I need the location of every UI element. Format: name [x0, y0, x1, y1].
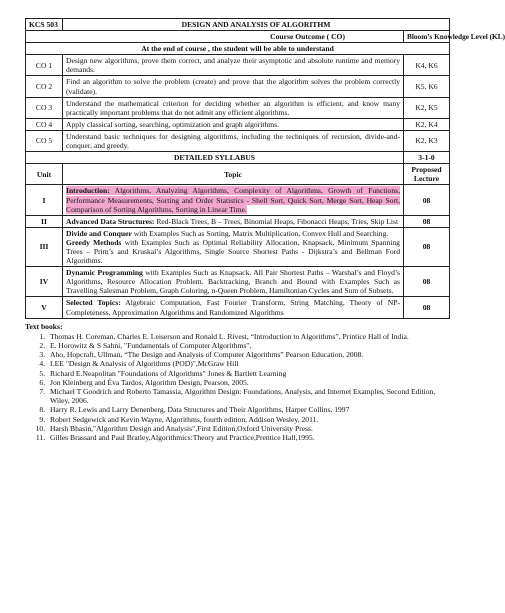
- textbook-item: 2. E. Horowitz & S Sahni, "Fundamentals of Computer Algorithms",: [47, 341, 449, 350]
- syllabus-page: [25, 18, 505, 443]
- outcome-row: [26, 97, 450, 118]
- textbook-item: 11. Gilles Brassard and Paul Bratley,Algorithmics:Theory and Practice,Prentice Hall,1995.: [47, 433, 449, 442]
- syllabus-title-row: [26, 152, 450, 164]
- outcome-code: CO 3: [26, 97, 63, 118]
- unit-row: [26, 185, 450, 215]
- topic-text: Algebraic Computation, Fast Fourier Transform, String Matching, Theory of NP-Completeness, Approximation Algorithms and Randomized Algorithms: [66, 298, 400, 317]
- unit-number: III: [26, 227, 63, 266]
- unit-lectures: 08: [404, 185, 450, 215]
- topic-text: with Examples Such as Knapsack. All Pair Shortest Paths – Warshal’s and Floyd’s Algorithms, Resource Allocation Problem. Backtracking, Branch and Bound with Examples Such as Travelling Salesman Problem, Graph Coloring, n-Queen Problem, Hamiltonian Cycles and Sum of Subsets.: [66, 268, 400, 296]
- outcome-row: [26, 76, 450, 97]
- syllabus-col-header-row: [26, 164, 450, 185]
- outcome-header-row: [26, 31, 450, 43]
- topic-label: Introduction:: [66, 186, 110, 196]
- outcome-code: CO 2: [26, 76, 63, 97]
- outcome-text: Design new algorithms, prove them correct, and analyze their asymptotic and absolute runtime and memory demands.: [63, 55, 404, 76]
- unit-topic: [63, 297, 404, 318]
- outcome-kl: K5, K6: [404, 76, 450, 97]
- topic-text: Algorithms, Analyzing Algorithms, Complexity of Algorithms, Growth of Functions, Performance Measurements, Sorting and Order Statistics - Shell Sort, Quick Sort, Merge Sort, Heap Sort, Comparison of Sorting Algorithms, Sorting in Linear Time.: [66, 186, 400, 214]
- unit-lectures: 08: [404, 297, 450, 318]
- textbook-item: 5. Richard E.Neapolitan "Foundations of Algorithms" Jones & Bartlett Learning: [47, 369, 449, 378]
- outcome-kl: K2, K5: [404, 97, 450, 118]
- topic-text: Red-Black Trees, B – Trees, Binomial Heaps, Fibonacci Heaps, Tries, Skip List: [154, 216, 399, 226]
- outcome-text: Apply classical sorting, searching, optimization and graph algorithms.: [63, 118, 404, 130]
- outcome-text: Understand the mathematical criterion for deciding whether an algorithm is efficient, and know many practically important problems that do not admit any efficient algorithms.: [63, 97, 404, 118]
- course-title: DESIGN AND ANALYSIS OF ALGORITHM: [63, 19, 450, 31]
- topic-label: Advanced Data Structures:: [66, 216, 155, 226]
- unit-topic: [63, 227, 404, 266]
- unit-row: [26, 267, 450, 297]
- textbook-item: 3. Aho, Hopcraft, Ullman, “The Design and Analysis of Computer Algorithms” Pearson Education, 2008.: [47, 350, 449, 359]
- textbooks-section: [25, 322, 449, 443]
- unit-topic: [63, 215, 404, 227]
- outcome-kl: K2, K4: [404, 118, 450, 130]
- topic-label: Greedy Methods: [66, 237, 122, 247]
- textbook-item: 9. Robert Sedgewick and Kevin Wayne, Algorithms, fourth edition, Addison Wesley, 2011.: [47, 415, 449, 424]
- topic-text: with Examples Such as Sorting, Matrix Multiplication, Convex Hull and Searching.: [131, 228, 389, 238]
- unit-number: IV: [26, 267, 63, 297]
- topic-label: Selected Topics:: [66, 298, 121, 308]
- col-lecture: Proposed Lecture: [404, 164, 450, 185]
- outcome-code: CO 4: [26, 118, 63, 130]
- textbook-item: 7. Michael T Goodrich and Roberto Tamassia, Algorithm Design: Foundations, Analysis, and Internet Examples, Second Edition, Wiley, 2006.: [47, 387, 449, 405]
- outcome-code: CO 1: [26, 55, 63, 76]
- col-unit: Unit: [26, 164, 63, 185]
- textbook-item: 10. Harsh Bhasin,"Algorithm Design and Analysis",First Edition,Oxford University Press.: [47, 424, 449, 433]
- blooms-label: Bloom’s Knowledge Level (KL): [404, 31, 450, 43]
- end-of-course-row: [26, 43, 450, 55]
- outcome-row: [26, 130, 450, 151]
- textbooks-heading: Text books:: [25, 321, 63, 331]
- outcome-text: Find an algorithm to solve the problem (create) and prove that the algorithm solves the problem correctly (validate).: [63, 76, 404, 97]
- col-topic: Topic: [63, 164, 404, 185]
- syllabus-ltp: 3-1-0: [404, 152, 450, 164]
- unit-lectures: 08: [404, 227, 450, 266]
- unit-row: [26, 297, 450, 318]
- course-outcome-label: Course Outcome ( CO): [26, 31, 404, 43]
- outcome-text: Understand basic techniques for designing algorithms, including the techniques of recursion, divide-and-conquer, and greedy.: [63, 130, 404, 151]
- textbook-item: 8. Harry R. Lewis and Larry Denenberg, Data Structures and Their Algorithms, Harper Collins, 1997: [47, 405, 449, 414]
- unit-row: [26, 215, 450, 227]
- unit-topic: [63, 267, 404, 297]
- course-table: [25, 18, 505, 319]
- course-code: KCS 503: [26, 19, 63, 31]
- unit-lectures: 08: [404, 267, 450, 297]
- header-row: [26, 19, 450, 31]
- unit-number: V: [26, 297, 63, 318]
- outcome-row: [26, 55, 450, 76]
- outcome-row: [26, 118, 450, 130]
- unit-row: [26, 227, 450, 266]
- unit-lectures: 08: [404, 215, 450, 227]
- syllabus-title: DETAILED SYLLABUS: [26, 152, 404, 164]
- textbook-item: 1. Thomas H. Coreman, Charles E. Leiserson and Ronald L. Rivest, “Introduction to Algorithms”, Printice Hall of India.: [47, 332, 449, 341]
- topic-label: Dynamic Programming: [66, 268, 143, 278]
- outcome-kl: K2, K3: [404, 130, 450, 151]
- outcome-kl: K4, K6: [404, 55, 450, 76]
- textbooks-list: [25, 332, 449, 442]
- textbook-item: 6. Jon Kleinberg and Éva Tardos, Algorithm Design, Pearson, 2005.: [47, 378, 449, 387]
- end-of-course-text: At the end of course , the student will be able to understand: [26, 43, 450, 55]
- topic-label: Divide and Conquer: [66, 228, 132, 238]
- unit-number: II: [26, 215, 63, 227]
- unit-topic: [63, 185, 404, 215]
- outcome-code: CO 5: [26, 130, 63, 151]
- unit-number: I: [26, 185, 63, 215]
- topic-text: with Examples Such as Optimal Reliability Allocation, Knapsack, Minimum Spanning Trees – Prim’s and Kruskal’s Algorithms, Single Source Shortest Paths - Dijkstra’s and Bellman Ford Algorithms.: [66, 237, 400, 266]
- textbook-item: 4. LEE "Design & Analysis of Algorithms (POD)",McGraw Hill: [47, 359, 449, 368]
